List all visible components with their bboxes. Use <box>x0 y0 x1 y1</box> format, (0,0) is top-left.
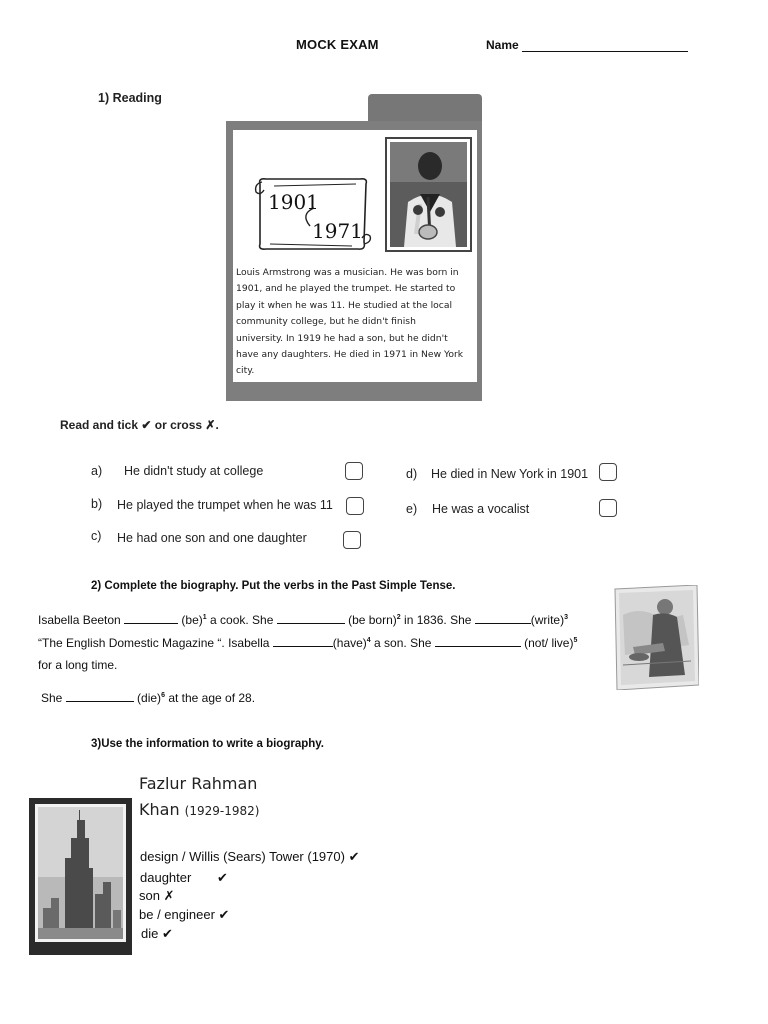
answer-blank-1[interactable] <box>124 613 178 624</box>
sears-tower-photo <box>29 798 132 955</box>
reading-passage <box>236 265 478 380</box>
biography-line-4 <box>41 691 255 705</box>
beeton-illustration <box>613 585 699 690</box>
question-letter: c) <box>91 529 102 543</box>
question-text: He was a vocalist <box>432 502 530 516</box>
fact-item <box>140 849 359 865</box>
answer-checkbox-d[interactable] <box>599 463 617 481</box>
reading-line: Louis Armstrong was a musician. He was born in <box>236 267 459 278</box>
item-number: 5 <box>573 637 578 644</box>
name-label: Name <box>486 38 519 52</box>
check-mark-icon: ✔ <box>216 870 228 885</box>
text: She <box>41 691 63 705</box>
name-field[interactable] <box>522 51 688 52</box>
answer-blank-4[interactable] <box>273 636 333 647</box>
text: a son. She <box>374 636 432 650</box>
answer-blank-5[interactable] <box>435 636 521 647</box>
biography-line-3: for a long time. <box>38 658 118 672</box>
text: “The English Domestic Magazine “. Isabella <box>38 636 270 650</box>
fact-text: daughter <box>140 870 192 885</box>
reading-line: community college, but he didn't finish <box>236 316 416 328</box>
fact-item <box>139 888 175 904</box>
answer-checkbox-a[interactable] <box>345 462 363 480</box>
fact-item <box>139 907 229 923</box>
text: in 1836. She <box>404 613 472 627</box>
answer-blank-2[interactable] <box>277 613 345 624</box>
reading-line: city. <box>236 365 255 377</box>
fact-text: son <box>139 888 160 903</box>
verb-hint: (die) <box>137 691 162 705</box>
verb-hint: (have) <box>332 636 367 650</box>
reading-line: university. In 1919 he had a son, but he didn't <box>236 332 448 344</box>
item-number: 1 <box>202 614 207 621</box>
answer-checkbox-c[interactable] <box>343 531 361 549</box>
verb-hint: (be born) <box>348 613 397 627</box>
armstrong-photo <box>390 142 467 247</box>
fact-text: die <box>141 926 159 941</box>
question-letter: e) <box>406 502 418 516</box>
verb-hint: (be) <box>181 613 203 627</box>
answer-checkbox-b[interactable] <box>346 497 364 515</box>
reading-line: 1901, and he played the trumpet. He started to <box>236 283 456 295</box>
reading-line: have any daughters. He died in 1971 in New York <box>236 349 464 361</box>
answer-blank-6[interactable] <box>66 691 134 702</box>
text: at the age of 28. <box>168 691 256 705</box>
scroll-year-end: 1971 <box>312 219 363 243</box>
fact-text: be / engineer <box>139 907 215 922</box>
question-letter: d) <box>406 467 418 481</box>
life-dates: (1929-1982) <box>184 804 260 818</box>
reading-line: play it when he was 11. He studied at the local <box>236 299 453 311</box>
item-number: 3 <box>564 614 568 621</box>
page-title: MOCK EXAM <box>296 37 379 52</box>
question-text: He didn't study at college <box>124 464 264 478</box>
question-text: He had one son and one daughter <box>117 531 307 545</box>
check-mark-icon: ✔ <box>218 907 230 922</box>
item-number: 6 <box>161 692 165 699</box>
item-number: 2 <box>396 614 401 621</box>
section2-heading: 2) Complete the biography. Put the verbs in the Past Simple Tense. <box>91 580 456 592</box>
fact-item <box>141 926 173 942</box>
verb-hint: (write) <box>530 613 565 627</box>
verb-hint: (not/ live) <box>524 636 574 650</box>
fact-item <box>140 870 228 886</box>
question-letter: b) <box>91 497 103 511</box>
biography-line-1 <box>38 613 568 627</box>
person-name <box>139 771 259 824</box>
tick-cross-instruction: Read and tick ✔ or cross ✗. <box>60 418 219 432</box>
section1-heading: 1) Reading <box>98 91 162 105</box>
section3-heading: 3)Use the information to write a biography. <box>91 738 325 750</box>
answer-blank-3[interactable] <box>475 613 531 624</box>
question-text: He died in New York in 1901 <box>431 467 589 481</box>
item-number: 4 <box>366 637 371 644</box>
name-line-2: Khan <box>139 800 180 819</box>
text: Isabella Beeton <box>38 613 121 627</box>
scroll-year-start: 1901 <box>268 190 319 214</box>
fact-text: design / Willis (Sears) Tower (1970) <box>140 849 345 864</box>
answer-checkbox-e[interactable] <box>599 499 617 517</box>
dates-scroll <box>252 174 372 256</box>
question-text: He played the trumpet when he was 11 <box>117 498 333 512</box>
name-line-1: Fazlur Rahman <box>139 774 258 793</box>
check-mark-icon: ✔ <box>348 849 360 864</box>
text: a cook. She <box>210 613 274 627</box>
check-mark-icon: ✔ <box>161 926 173 941</box>
biography-line-2 <box>38 636 577 650</box>
cross-mark-icon: ✗ <box>163 888 175 903</box>
question-letter: a) <box>91 464 103 478</box>
